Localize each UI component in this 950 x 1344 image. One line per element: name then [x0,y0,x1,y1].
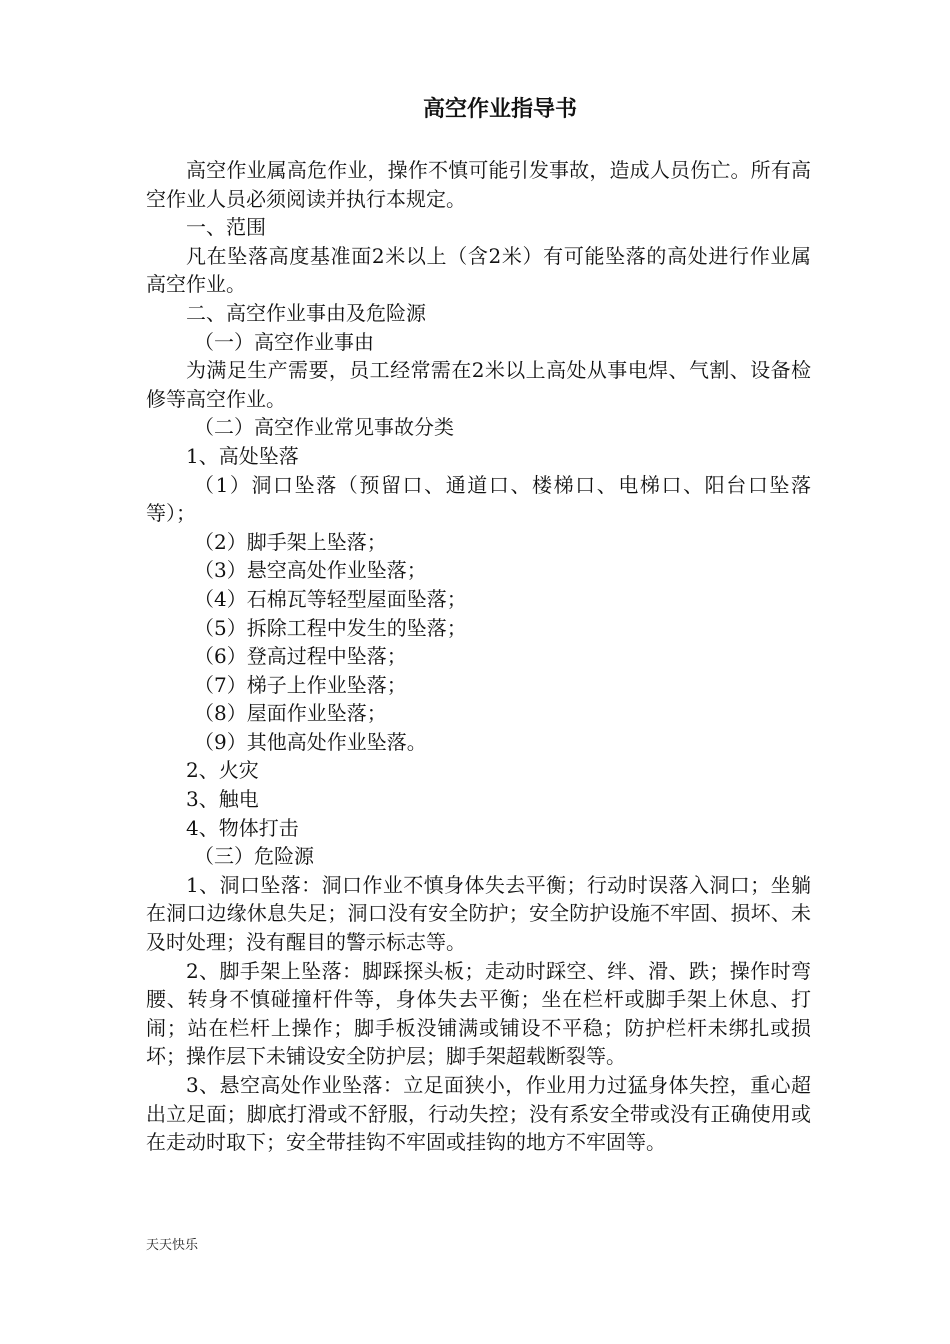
paragraph: （9）其他高处作业坠落。 [194,729,427,754]
paragraph: （1）洞口坠落（预留口、通道口、楼梯口、电梯口、阳台口坠落等）； [146,472,811,526]
paragraph: （4）石棉瓦等轻型屋面坠落； [194,586,467,611]
paragraph: 为满足生产需要，员工经常需在2米以上高处从事电焊、气割、设备检修等高空作业。 [146,358,811,411]
paragraph: 2、火灾 [186,758,259,783]
paragraph: 4、物体打击 [186,815,299,840]
paragraph: 一、范围 [186,215,266,240]
document-body [146,156,811,1157]
paragraph: （三）危险源 [194,844,314,869]
paragraph: （二）高空作业常见事故分类 [194,415,454,440]
paragraph: （一）高空作业事由 [194,329,374,354]
paragraph: （2）脚手架上坠落； [194,529,387,554]
paragraph: 凡在坠落高度基准面2米以上（含2米）有可能坠落的高处进行作业属高空作业。 [146,243,811,297]
paragraph: （7）梯子上作业坠落； [194,672,407,697]
paragraph: 高空作业属高危作业，操作不慎可能引发事故，造成人员伤亡。所有高空作业人员必须阅读并执行本规定。 [146,158,811,211]
paragraph: 1、高处坠落 [186,443,299,468]
paragraph: 二、高空作业事由及危险源 [186,300,426,325]
paragraph: 3、悬空高处作业坠落：立足面狭小，作业用力过猛身体失控，重心超出立足面；脚底打滑或不舒服，行动失控；没有系安全带或没有正确使用或在走动时取下；安全带挂钩不牢固或挂钩的地方不牢固等。 [146,1073,811,1155]
paragraph: 2、脚手架上坠落：脚踩探头板；走动时踩空、绊、滑、跌；操作时弯腰、转身不慎碰撞杆件等，身体失去平衡；坐在栏杆或脚手架上休息、打闹；站在栏杆上操作；脚手板没铺满或铺设不平稳；防护栏杆未绑扎或损坏；操作层下未铺设安全防护层；脚手架超载断裂等。 [146,958,811,1069]
paragraph: 3、触电 [186,787,259,812]
page-footer: 天天快乐 [146,1238,199,1253]
paragraph: （8）屋面作业坠落； [194,701,387,726]
paragraph: （3）悬空高处作业坠落； [194,558,427,583]
document-title: 高空作业指导书 [422,96,577,122]
paragraph: （5）拆除工程中发生的坠落； [194,615,467,640]
paragraph: 1、洞口坠落：洞口作业不慎身体失去平衡；行动时误落入洞口；坐躺在洞口边缘休息失足；洞口没有安全防护；安全防护设施不牢固、损坏、未及时处理；没有醒目的警示标志等。 [146,872,811,955]
paragraph: （6）登高过程中坠落； [194,644,407,669]
